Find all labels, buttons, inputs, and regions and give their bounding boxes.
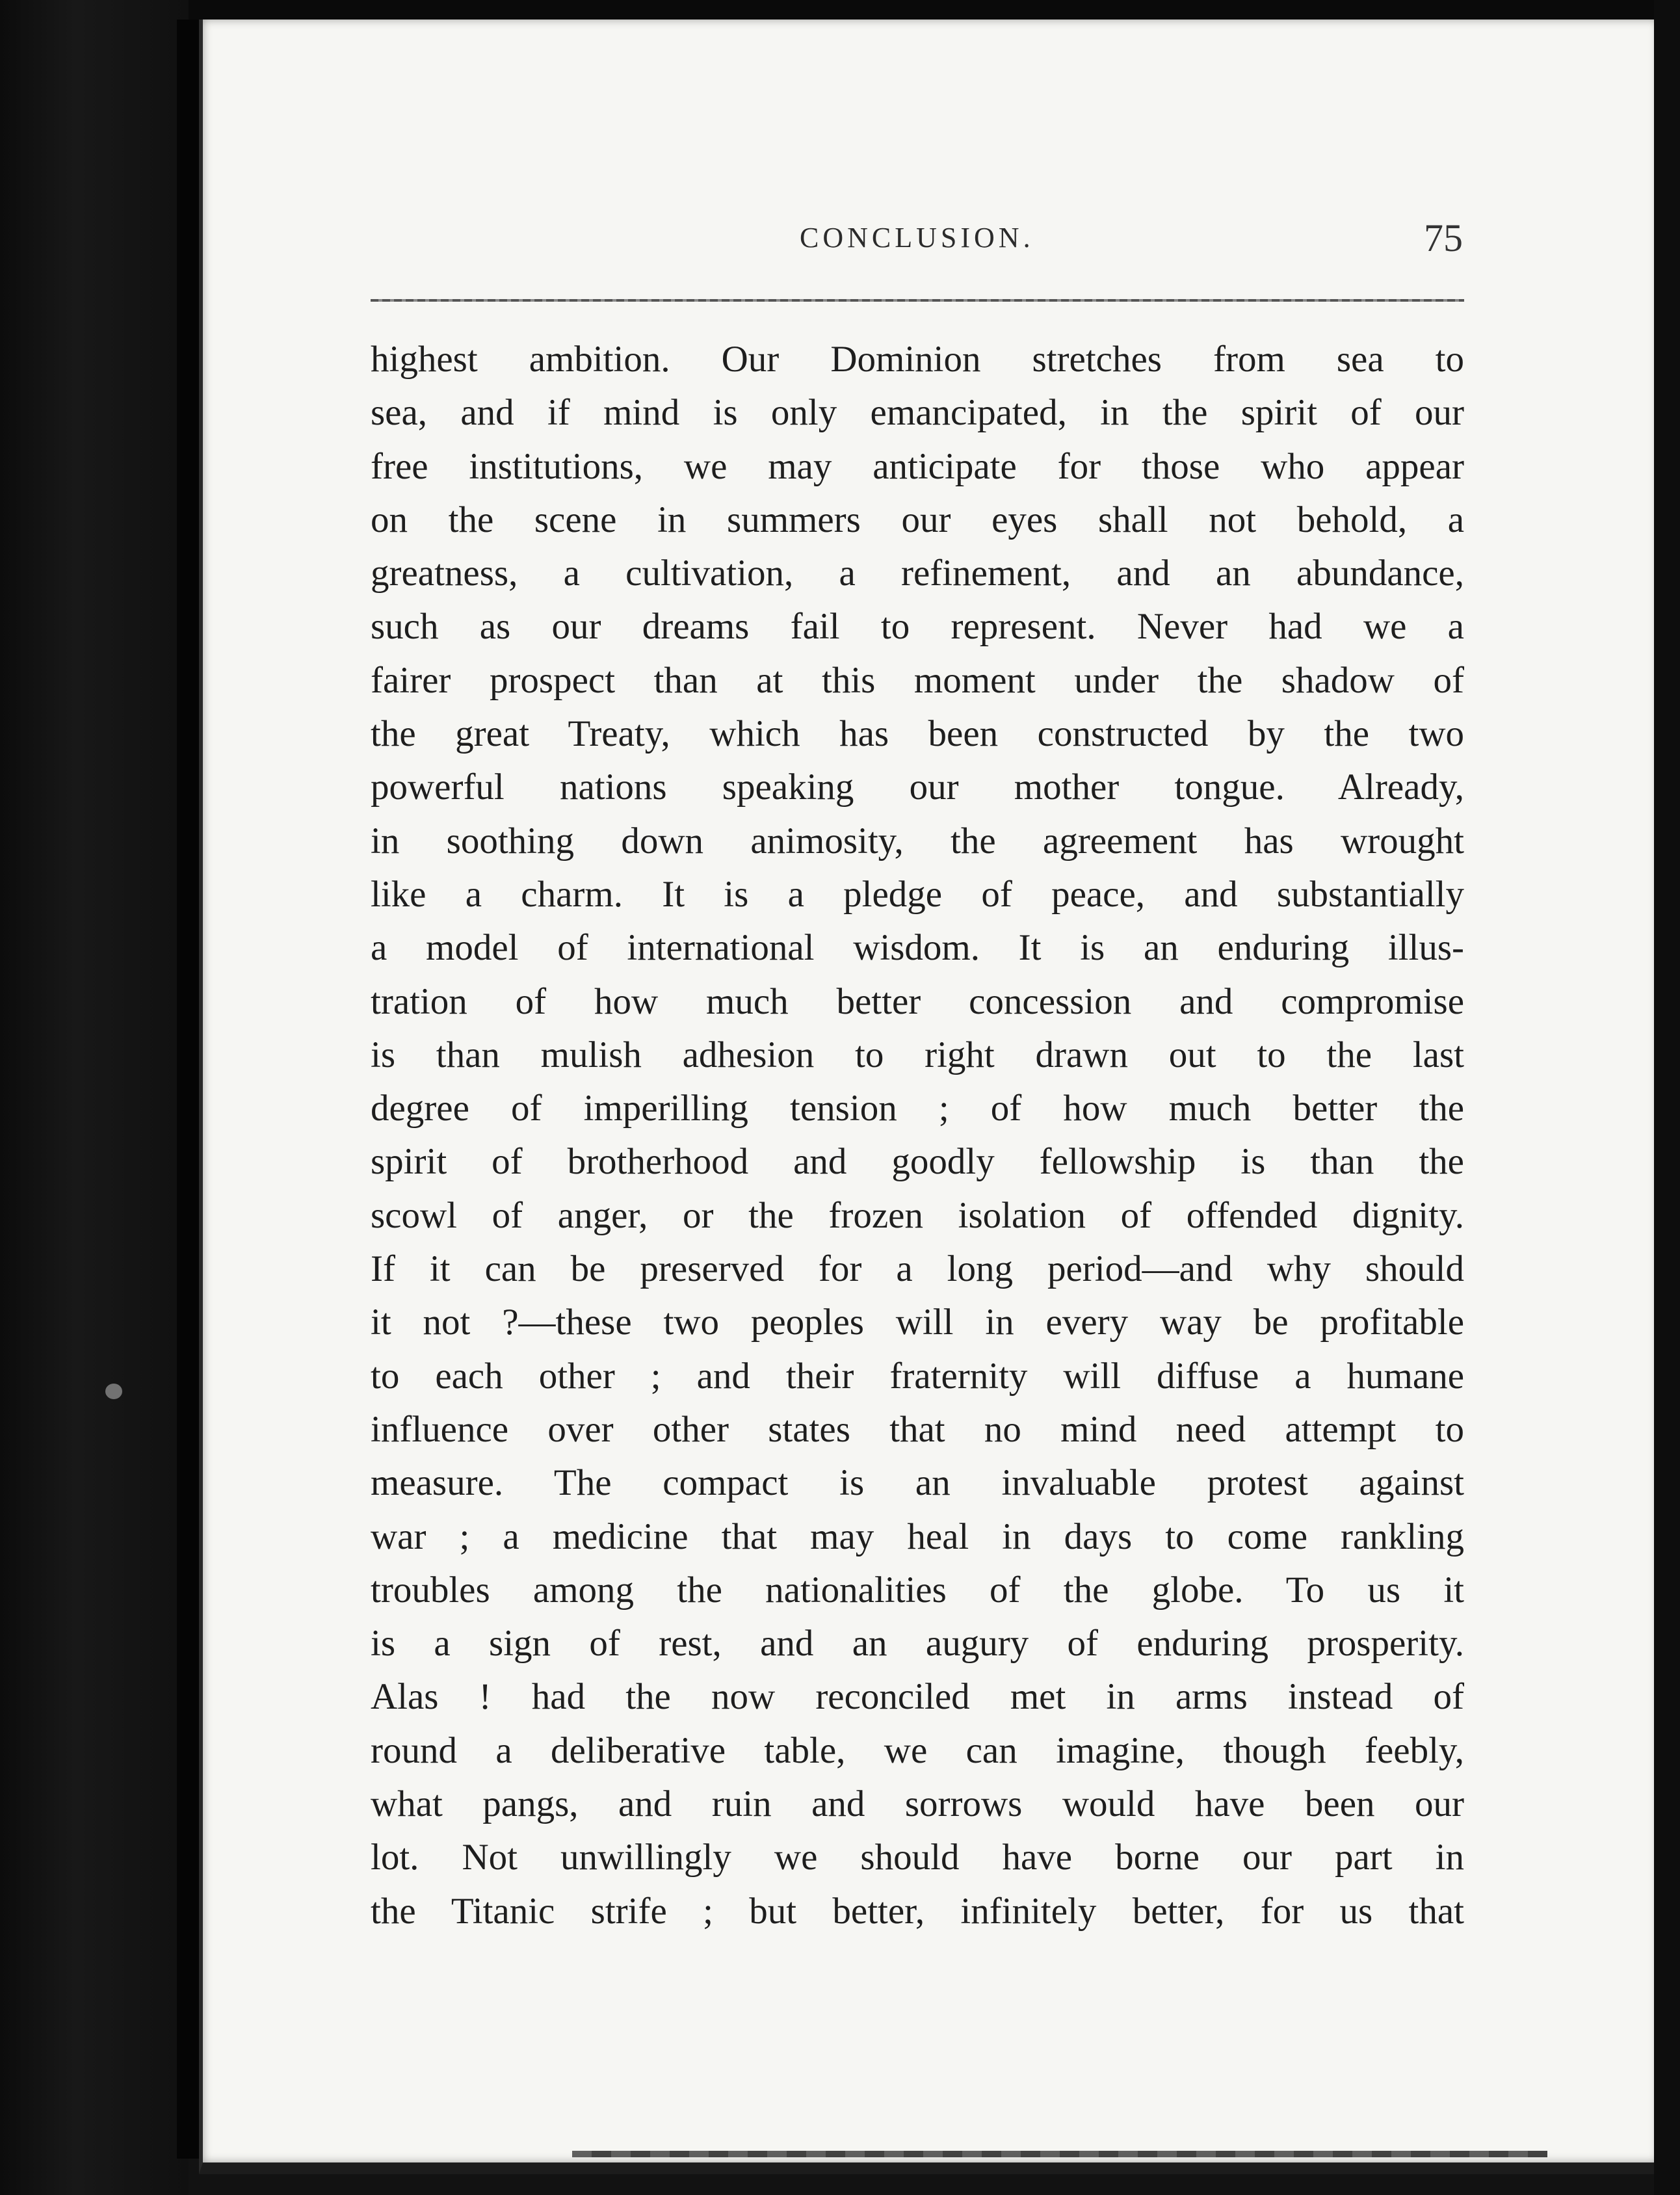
text-line: measure. The compact is an invaluable protest against — [371, 1462, 1464, 1504]
text-line: degree of imperilling tension ; of how much better the — [371, 1088, 1464, 1129]
text-line: the Titanic strife ; but better, infinitely better, for us that — [371, 1890, 1464, 1932]
text-line: tration of how much better concession and compromise — [371, 980, 1464, 1022]
text-line: a model of international wisdom. It is an enduring illus- — [371, 927, 1464, 969]
text-line: troubles among the nationalities of the globe. To us it — [371, 1569, 1464, 1610]
text-line: war ; a medicine that may heal in days to come rankling — [371, 1516, 1464, 1557]
body-text — [371, 333, 1464, 1938]
text-line: like a charm. It is a pledge of peace, and substantially — [371, 873, 1464, 915]
text-line: the great Treaty, which has been constructed by the two — [371, 713, 1464, 755]
text-line: scowl of anger, or the frozen isolation of offended dignity. — [371, 1194, 1464, 1236]
text-line: highest ambition. Our Dominion stretches from sea to — [371, 339, 1464, 380]
scan-smudge — [105, 1384, 122, 1399]
text-line: on the scene in summers our eyes shall not behold, a — [371, 499, 1464, 540]
scan-top-border — [0, 0, 1680, 20]
text-line: what pangs, and ruin and sorrows would have been our — [371, 1783, 1464, 1825]
text-line: spirit of brotherhood and goodly fellowship is than the — [371, 1141, 1464, 1183]
scan-bottom-artifact — [572, 2151, 1547, 2157]
facing-page-edge — [0, 0, 189, 2195]
running-head: CONCLUSION. — [800, 222, 1034, 254]
text-line: If it can be preserved for a long period—and why should — [371, 1248, 1464, 1290]
text-line: it not ?—these two peoples will in every way be profitable — [371, 1302, 1464, 1343]
text-line: Alas ! had the now reconciled met in arms instead of — [371, 1676, 1464, 1718]
text-line: to each other ; and their fraternity will diffuse a humane — [371, 1355, 1464, 1397]
text-line: greatness, a cultivation, a refinement, and an abundance, — [371, 553, 1464, 594]
book-gutter — [177, 20, 199, 2159]
text-line: round a deliberative table, we can imagine, though feebly, — [371, 1729, 1464, 1771]
text-line: fairer prospect than at this moment under the shadow of — [371, 659, 1464, 701]
text-line: powerful nations speaking our mother tongue. Already, — [371, 767, 1464, 808]
text-line: influence over other states that no mind need attempt to — [371, 1408, 1464, 1450]
text-line: is than mulish adhesion to right drawn out to the last — [371, 1034, 1464, 1075]
header-rule — [371, 299, 1464, 302]
text-line: in soothing down animosity, the agreement has wrought — [371, 820, 1464, 861]
text-line: free institutions, we may anticipate for those who appear — [371, 445, 1464, 487]
scan-right-border — [1654, 0, 1680, 2195]
text-line: such as our dreams fail to represent. Never had we a — [371, 606, 1464, 648]
page-header — [371, 217, 1463, 280]
page-number: 75 — [1424, 217, 1463, 259]
text-line: is a sign of rest, and an augury of enduring prosperity. — [371, 1623, 1464, 1664]
text-line: lot. Not unwillingly we should have borne our part in — [371, 1837, 1464, 1878]
text-line: sea, and if mind is only emancipated, in the spirit of our — [371, 392, 1464, 434]
